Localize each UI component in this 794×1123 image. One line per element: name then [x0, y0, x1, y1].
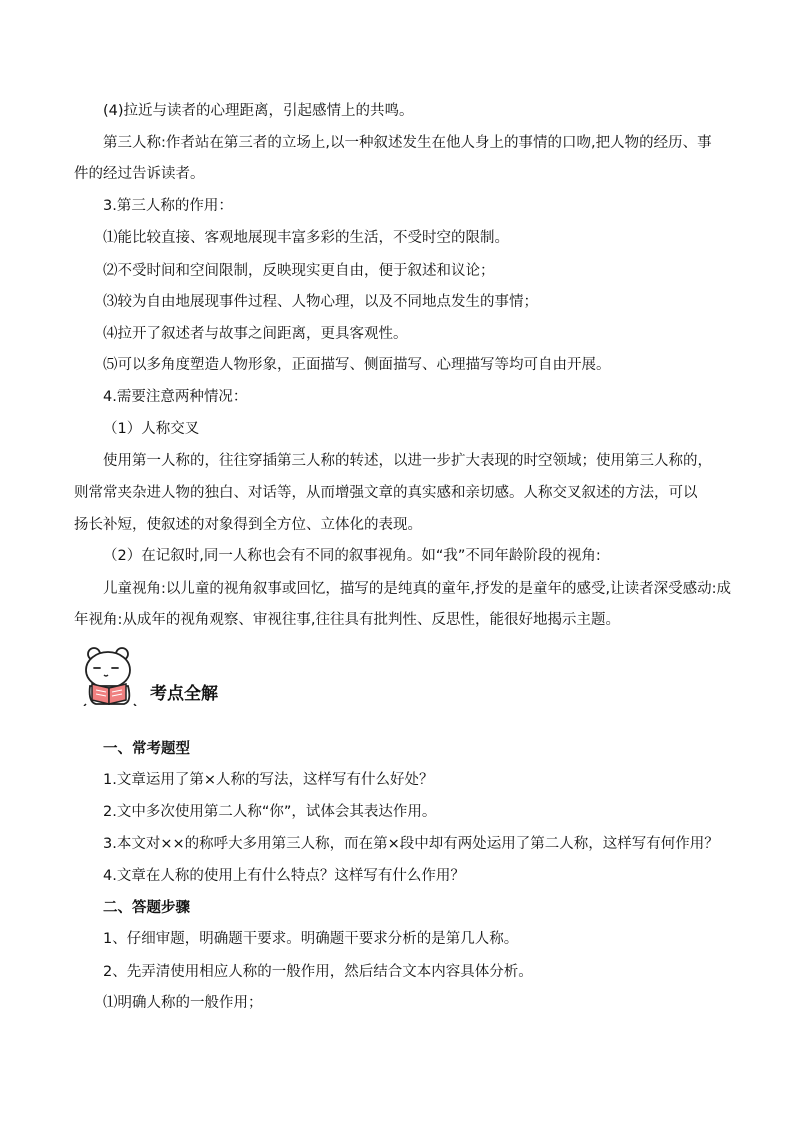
paragraph: 扬长补短，使叙述的对象得到全方位、立体化的表现。 — [74, 517, 422, 533]
paragraph: 第三人称:作者站在第三者的立场上,以一种叙述发生在他人身上的事情的口吻,把人物的经历、事 — [103, 135, 712, 151]
paragraph: 儿童视角:以儿童的视角叙事或回忆，描写的是纯真的童年,抒发的是童年的感受,让读者深受感动:成 — [103, 581, 731, 597]
question-item: 2.文中多次使用第二人称“你”，试体会其表达作用。 — [103, 804, 437, 820]
paragraph: 则常常夹杂进人物的独白、对话等，从而增强文章的真实感和亲切感。人称交叉叙述的方法，可以 — [74, 485, 698, 501]
question-item: 4.文章在人称的使用上有什么特点？这样写有什么作用？ — [103, 868, 465, 884]
paragraph: 年视角:从成年的视角观察、审视往事,往往具有批判性、反思性，能很好地揭示主题。 — [74, 612, 620, 628]
section-title: 考点全解 — [150, 684, 218, 704]
step-item: 1、仔细审题，明确题干要求。明确题干要求分析的是第几人称。 — [103, 931, 519, 947]
step-item: 2、先弄清使用相应人称的一般作用，然后结合文本内容具体分析。 — [103, 964, 533, 980]
subheading: 二、答题步骤 — [103, 900, 190, 916]
paragraph: ⑸可以多角度塑造人物形象，正面描写、侧面描写、心理描写等均可自由开展。 — [103, 357, 611, 373]
paragraph: (4)拉近与读者的心理距离，引起感情上的共鸣。 — [103, 103, 414, 119]
paragraph: 使用第一人称的，往往穿插第三人称的转述，以进一步扩大表现的时空领域；使用第三人称的， — [103, 453, 712, 469]
paragraph: （2）在记叙时,同一人称也会有不同的叙事视角。如“我”不同年龄阶段的视角: — [103, 548, 601, 564]
paragraph: ⑷拉开了叙述者与故事之间距离，更具客观性。 — [103, 326, 408, 342]
question-item: 3.本文对××的称呼大多用第三人称，而在第×段中却有两处运用了第二人称，这样写有何作用？ — [103, 836, 719, 852]
question-item: 1.文章运用了第×人称的写法，这样写有什么好处？ — [103, 772, 434, 788]
paragraph: 3.第三人称的作用： — [103, 198, 233, 214]
paragraph: ⑴能比较直接、客观地展现丰富多彩的生活，不受时空的限制。 — [103, 230, 509, 246]
paragraph: （1）人称交叉 — [103, 421, 200, 437]
paragraph: ⑶较为自由地展现事件过程、人物心理，以及不同地点发生的事情； — [103, 294, 538, 310]
subheading: 一、常考题型 — [103, 741, 190, 757]
bear-reading-book-icon — [82, 646, 138, 706]
paragraph: 件的经过告诉读者。 — [74, 166, 205, 182]
step-item: ⑴明确人称的一般作用； — [103, 995, 263, 1011]
paragraph: ⑵不受时间和空间限制，反映现实更自由，便于叙述和议论； — [103, 263, 495, 279]
paragraph: 4.需要注意两种情况： — [103, 389, 248, 405]
